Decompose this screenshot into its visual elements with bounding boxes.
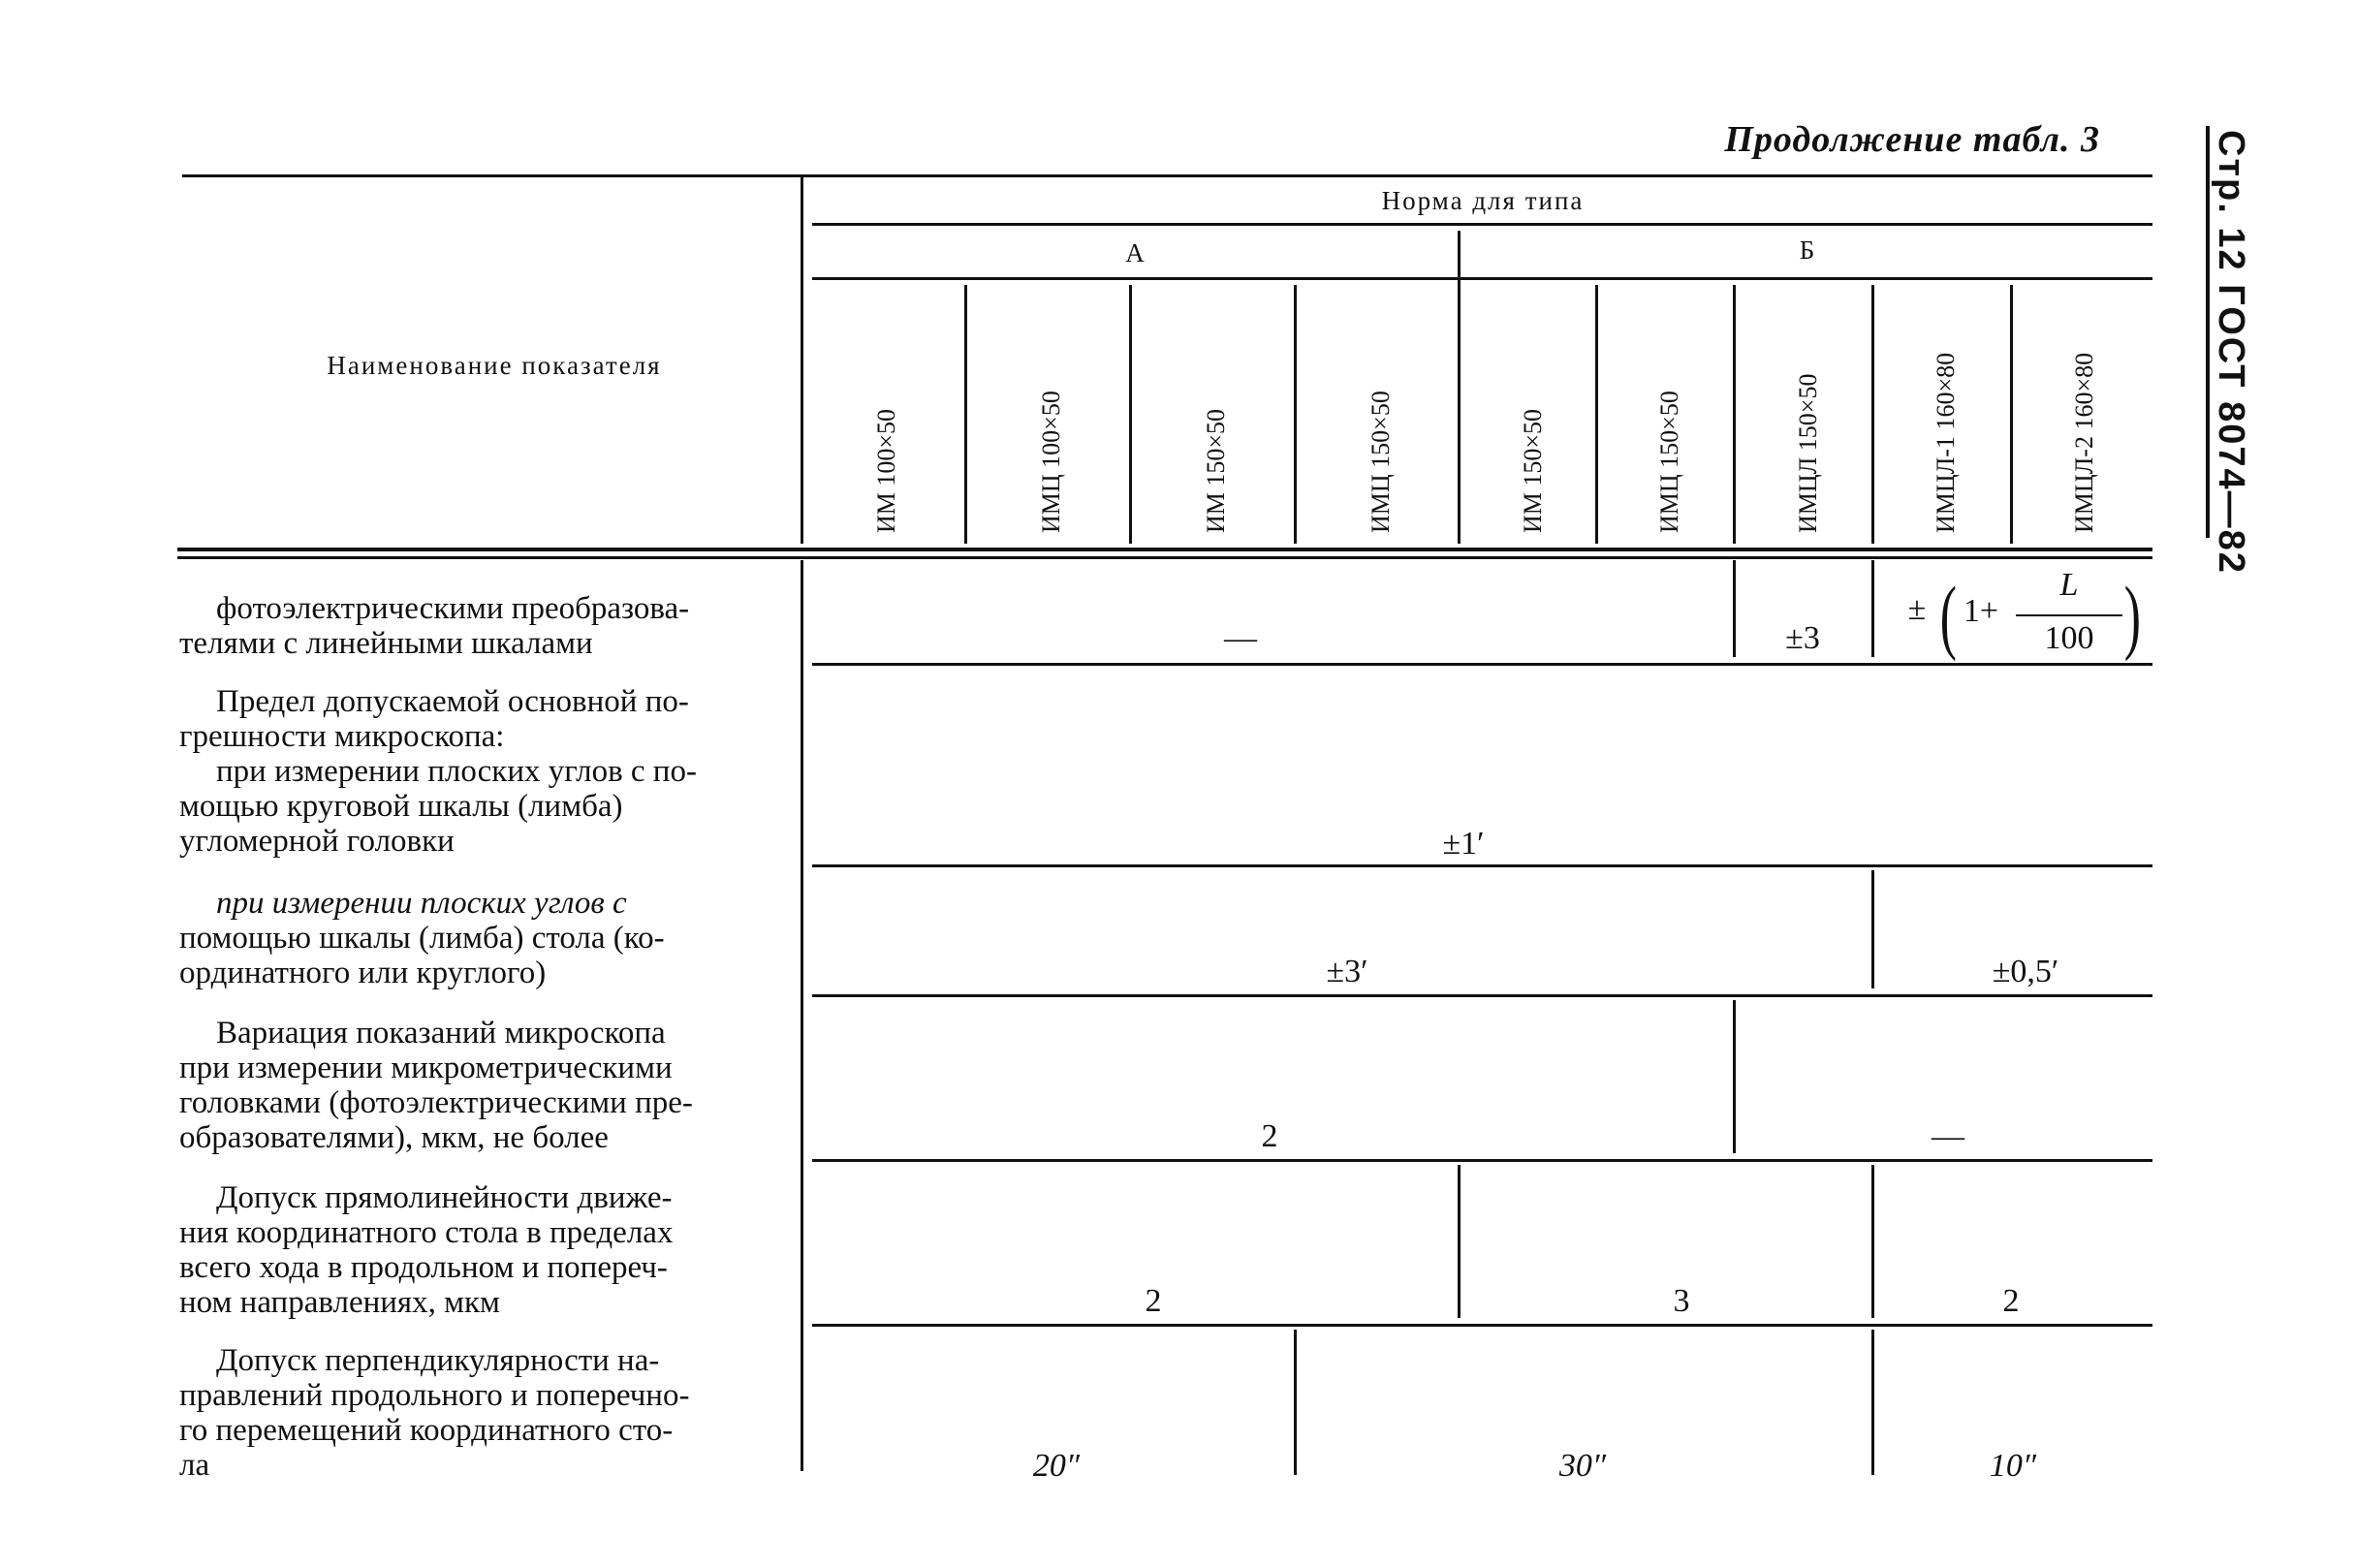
row-4-label	[179, 1016, 800, 1155]
row-1-formula-paren-left: (	[1939, 569, 1957, 662]
header-norm-for-type: Норма для типа	[1381, 186, 1585, 215]
row-6-sep-2	[1871, 1330, 1874, 1475]
row-2-label	[179, 684, 800, 859]
row-5-value-b: 3	[1673, 1283, 1690, 1319]
model-2: ИМЦ 100×50	[1037, 391, 1065, 533]
row-4-line-3: головками (фотоэлектрическими пре-	[179, 1085, 693, 1120]
header-group-a: А	[1125, 238, 1147, 267]
row-2-line-5: угломерной головки	[179, 824, 455, 859]
row-4-line-1: Вариация показаний микроскопа	[216, 1016, 666, 1051]
row-4-bottom-rule	[812, 1159, 2152, 1162]
row-4-line-4: образователями), мкм, не более	[179, 1120, 609, 1155]
row-5-value-c: 2	[2002, 1283, 2020, 1319]
row-3-bottom-rule	[812, 994, 2152, 997]
row-3-value-a: ±3′	[1326, 954, 1368, 989]
model-9: ИМЦЛ-2 160×80	[2070, 352, 2098, 533]
row-1-value-dash: —	[1224, 620, 1257, 656]
row-2-line-2: грешности микроскопа:	[179, 719, 505, 754]
row-5-sep-1	[1458, 1165, 1461, 1318]
col-sep-5	[1595, 285, 1598, 544]
row-6-line-1: Допуск перпендикулярности на-	[216, 1343, 660, 1378]
side-label-rule	[2206, 126, 2210, 538]
col-sep-7	[1871, 285, 1874, 544]
row-6-value-b: 30″	[1558, 1448, 1607, 1484]
col-sep-3	[1294, 285, 1297, 544]
row-2-line-4: мощью круговой шкалы (лимба)	[179, 789, 623, 824]
row-1-line-2: телями с линейными шкалами	[179, 626, 593, 661]
header-bottom-rule-2	[177, 556, 2152, 559]
row-5-label	[179, 1180, 800, 1320]
row-1-label	[179, 591, 800, 661]
row-3-sep	[1871, 870, 1874, 988]
row-3-line-2: помощью шкалы (лимба) стола (ко-	[179, 921, 665, 956]
col-sep-2	[1129, 285, 1132, 544]
row-1-formula-denominator: 100	[2044, 620, 2094, 656]
row-6-sep-1	[1294, 1330, 1297, 1475]
col-sep-1	[964, 285, 967, 544]
row-1-sep-2	[1871, 560, 1874, 657]
row-2-bottom-rule	[812, 864, 2152, 867]
row-4-sep	[1733, 1000, 1736, 1153]
row-4-line-2: при измерении микрометрическими	[179, 1051, 673, 1085]
row-6-line-3: го перемещений координатного сто-	[179, 1413, 674, 1448]
row-5-sep-2	[1871, 1165, 1874, 1318]
row-1-formula-fraction-line	[2016, 614, 2122, 616]
row-2-line-1: Предел допускаемой основной по-	[216, 684, 689, 719]
header-bottom-rule-1	[177, 548, 2152, 551]
row-1-sep-1	[1733, 560, 1736, 657]
row-3-line-1: при измерении плоских углов с	[216, 886, 627, 921]
row-6-line-4: ла	[179, 1448, 210, 1483]
row-1-line-1: фотоэлектрическими преобразова-	[216, 591, 690, 626]
row-5-bottom-rule	[812, 1324, 2152, 1327]
row-1-bottom-rule	[812, 663, 2152, 666]
row-1-formula-one-plus: 1+	[1963, 593, 1999, 629]
model-5: ИМ 150×50	[1519, 408, 1547, 533]
model-6: ИМЦ 150×50	[1655, 391, 1683, 533]
table-top-rule	[182, 174, 2152, 177]
model-3: ИМ 150×50	[1202, 408, 1230, 533]
header-name-column: Наименование показателя	[327, 351, 662, 380]
row-5-line-4: ном направлениях, мкм	[179, 1285, 500, 1320]
table-continuation-caption: Продолжение табл. 3	[1724, 119, 2100, 160]
row-5-value-a: 2	[1145, 1283, 1162, 1319]
group-separator	[1458, 231, 1461, 544]
row-6-line-2: правлений продольного и поперечно-	[179, 1378, 690, 1413]
row-3-line-3: ординатного или круглого)	[179, 956, 547, 990]
model-8: ИМЦЛ-1 160×80	[1932, 352, 1960, 533]
model-1: ИМ 100×50	[872, 408, 900, 533]
model-4: ИМЦ 150×50	[1366, 391, 1395, 533]
norm-underline	[812, 223, 2152, 226]
row-6-value-a: 20″	[1032, 1448, 1081, 1484]
row-1-value-pm3: ±3	[1785, 620, 1820, 656]
page-side-label	[2187, 130, 2265, 575]
row-5-line-1: Допуск прямолинейности движе-	[216, 1180, 673, 1215]
row-4-value-b: —	[1932, 1118, 1964, 1154]
row-5-line-2: ния координатного стола в пределах	[179, 1215, 674, 1250]
row-1-formula-numerator: L	[2059, 567, 2079, 603]
row-3-label	[179, 886, 800, 990]
row-4-value-a: 2	[1261, 1118, 1278, 1154]
group-underline	[812, 277, 2152, 280]
row-2-line-3: при измерении плоских углов с по-	[216, 754, 697, 789]
page-side-label-text: Стр. 12 ГОСТ 8074—82	[2211, 130, 2251, 575]
row-6-label	[179, 1343, 800, 1483]
header-group-b: Б	[1799, 235, 1817, 265]
col-sep-8	[2010, 285, 2013, 544]
body-name-column-separator	[801, 560, 803, 1471]
col-sep-6	[1733, 285, 1736, 544]
row-3-value-b: ±0,5′	[1992, 954, 2059, 989]
name-column-separator	[801, 177, 803, 544]
row-1-formula-paren-right: )	[2123, 569, 2141, 662]
row-5-line-3: всего хода в продольном и попереч-	[179, 1250, 668, 1285]
row-1-formula-pm: ±	[1907, 591, 1927, 627]
row-2-value: ±1′	[1442, 826, 1485, 862]
row-6-value-c: 10″	[1989, 1448, 2037, 1484]
model-7: ИМЦЛ 150×50	[1794, 373, 1822, 533]
